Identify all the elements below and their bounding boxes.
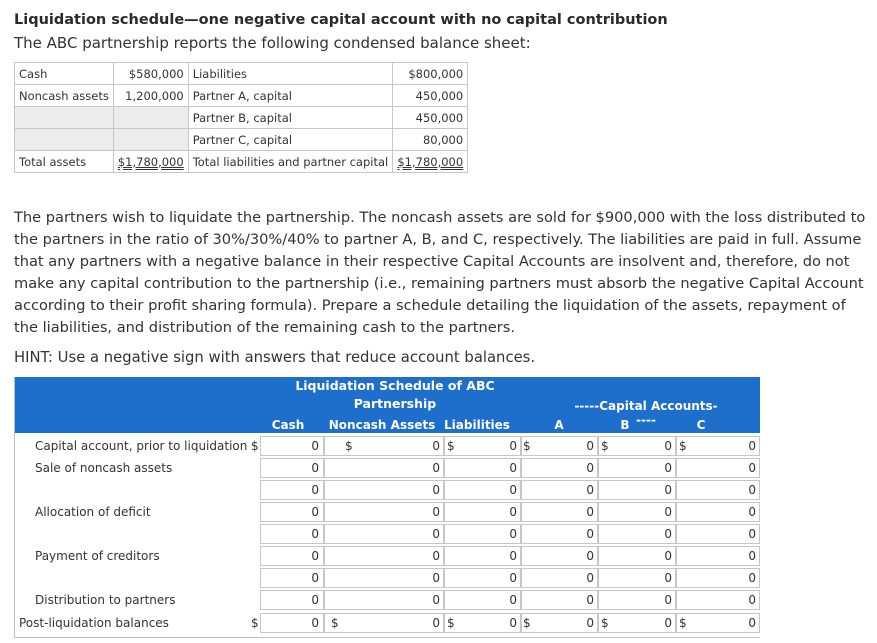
input-partner-a[interactable]: 0 bbox=[521, 480, 598, 500]
balance-sheet-row bbox=[15, 85, 468, 107]
balance-sheet-row bbox=[15, 107, 468, 129]
dollar-sign: $ bbox=[251, 616, 259, 630]
dollar-sign: $ bbox=[679, 439, 687, 453]
input-partner-c[interactable]: 0 bbox=[676, 480, 760, 500]
input-partner-b[interactable]: 0 bbox=[598, 524, 676, 544]
liquidation-schedule bbox=[14, 377, 760, 638]
balance-sheet-row bbox=[15, 129, 468, 151]
liability-value: $800,000 bbox=[393, 63, 468, 85]
input-partner-b[interactable]: 0 bbox=[598, 458, 676, 478]
problem-title: Liquidation schedule—one negative capital account with no capital contribution bbox=[14, 12, 668, 28]
column-header-partner-c: C bbox=[696, 418, 706, 432]
column-header-partner-b: B bbox=[620, 418, 630, 432]
balance-sheet-table bbox=[14, 62, 468, 173]
column-header-cash: Cash bbox=[271, 418, 305, 432]
row-label: Capital account, prior to liquidation bbox=[35, 439, 248, 453]
asset-value bbox=[113, 151, 188, 173]
dollar-sign: $ bbox=[523, 616, 531, 630]
total-liabilities-value: $1,780,000 bbox=[397, 154, 464, 169]
asset-label bbox=[15, 107, 114, 129]
asset-value bbox=[113, 107, 188, 129]
instructions-text: The partners wish to liquidate the partnership. The noncash assets are sold for $900,000 with the loss distributed to the partners in the ratio of 30%/30%/40% to partner A, B, and C, respectively. The liabilities are paid in full. Assume that any partners with a negative balance in their respective Capital Accounts are insolvent and, therefore, do not make any capital contribution to the partnership (i.e., remaining partners must absorb the negative Capital Account according to their profit sharing formula). Prepare a schedule detailing the liquidation of the assets, repayment of the liabilities, and distribution of the remaining cash to the partners. bbox=[14, 209, 866, 336]
input-partner-a[interactable]: 0 bbox=[521, 546, 598, 566]
asset-value bbox=[113, 129, 188, 151]
input-noncash-assets[interactable]: 0 bbox=[324, 524, 444, 544]
input-cash[interactable]: 0 bbox=[260, 613, 324, 633]
input-partner-c[interactable]: 0 bbox=[676, 436, 760, 456]
asset-value: $580,000 bbox=[113, 63, 188, 85]
capital-accounts-header: -----Capital Accounts----- bbox=[574, 399, 718, 427]
input-noncash-assets[interactable]: 0 bbox=[324, 568, 444, 588]
input-partner-b[interactable]: 0 bbox=[598, 568, 676, 588]
input-partner-a[interactable]: 0 bbox=[521, 502, 598, 522]
input-noncash-assets[interactable]: 0 bbox=[324, 436, 444, 456]
dollar-sign: $ bbox=[251, 439, 259, 453]
schedule-header bbox=[15, 377, 760, 433]
total-assets-value: $1,780,000 bbox=[117, 154, 184, 169]
input-liabilities[interactable]: 0 bbox=[444, 524, 521, 544]
input-partner-a[interactable]: 0 bbox=[521, 524, 598, 544]
hint-text: HINT: Use a negative sign with answers that reduce account balances. bbox=[14, 349, 536, 366]
row-label: Distribution to partners bbox=[35, 593, 176, 607]
input-cash[interactable]: 0 bbox=[260, 524, 324, 544]
liability-value: 450,000 bbox=[393, 107, 468, 129]
row-label: Sale of noncash assets bbox=[35, 461, 173, 475]
input-partner-a[interactable]: 0 bbox=[521, 568, 598, 588]
input-partner-a[interactable]: 0 bbox=[521, 436, 598, 456]
liability-value: 450,000 bbox=[393, 85, 468, 107]
input-liabilities[interactable]: 0 bbox=[444, 458, 521, 478]
input-cash[interactable]: 0 bbox=[260, 502, 324, 522]
input-partner-c[interactable]: 0 bbox=[676, 458, 760, 478]
input-liabilities[interactable]: 0 bbox=[444, 502, 521, 522]
input-partner-a[interactable]: 0 bbox=[521, 458, 598, 478]
liability-label: Liabilities bbox=[188, 63, 393, 85]
balance-sheet-row bbox=[15, 63, 468, 85]
dollar-sign: $ bbox=[601, 439, 609, 453]
input-cash[interactable]: 0 bbox=[260, 590, 324, 610]
dollar-sign: $ bbox=[331, 616, 339, 630]
input-cash[interactable]: 0 bbox=[260, 568, 324, 588]
dollar-sign: $ bbox=[523, 439, 531, 453]
input-liabilities[interactable]: 0 bbox=[444, 568, 521, 588]
asset-label: Total assets bbox=[15, 151, 114, 173]
input-partner-b[interactable]: 0 bbox=[598, 590, 676, 610]
input-noncash-assets[interactable]: 0 bbox=[324, 480, 444, 500]
liability-label: Partner A, capital bbox=[188, 85, 393, 107]
input-partner-c[interactable]: 0 bbox=[676, 568, 760, 588]
dollar-sign: $ bbox=[447, 616, 455, 630]
liability-value: 80,000 bbox=[393, 129, 468, 151]
input-partner-a[interactable]: 0 bbox=[521, 590, 598, 610]
liability-label: Partner C, capital bbox=[188, 129, 393, 151]
input-noncash-assets[interactable]: 0 bbox=[324, 458, 444, 478]
balance-sheet-row bbox=[15, 151, 468, 173]
asset-label bbox=[15, 129, 114, 151]
column-header-noncash-assets: Noncash Assets bbox=[328, 418, 436, 432]
input-partner-c[interactable]: 0 bbox=[676, 590, 760, 610]
input-partner-b[interactable]: 0 bbox=[598, 502, 676, 522]
input-liabilities[interactable]: 0 bbox=[444, 480, 521, 500]
asset-label: Cash bbox=[15, 63, 114, 85]
liability-label: Partner B, capital bbox=[188, 107, 393, 129]
column-header-partner-a: A bbox=[554, 418, 564, 432]
input-cash[interactable]: 0 bbox=[260, 480, 324, 500]
input-cash[interactable]: 0 bbox=[260, 436, 324, 456]
input-partner-b[interactable]: 0 bbox=[598, 613, 676, 633]
dollar-sign: $ bbox=[447, 439, 455, 453]
input-partner-c[interactable]: 0 bbox=[676, 524, 760, 544]
input-partner-b[interactable]: 0 bbox=[598, 436, 676, 456]
row-label: Allocation of deficit bbox=[35, 505, 151, 519]
input-liabilities[interactable]: 0 bbox=[444, 546, 521, 566]
liability-label: Total liabilities and partner capital bbox=[188, 151, 393, 173]
input-noncash-assets[interactable]: 0 bbox=[324, 546, 444, 566]
asset-label: Noncash assets bbox=[15, 85, 114, 107]
input-partner-c[interactable]: 0 bbox=[676, 546, 760, 566]
input-liabilities[interactable]: 0 bbox=[444, 613, 521, 633]
input-partner-a[interactable]: 0 bbox=[521, 613, 598, 633]
dollar-sign: $ bbox=[345, 439, 353, 453]
column-header-liabilities: Liabilities bbox=[444, 418, 510, 432]
row-label: Post-liquidation balances bbox=[19, 616, 169, 630]
row-label: Payment of creditors bbox=[35, 549, 160, 563]
input-partner-c[interactable]: 0 bbox=[676, 502, 760, 522]
input-partner-b[interactable]: 0 bbox=[598, 546, 676, 566]
input-noncash-assets[interactable]: 0 bbox=[324, 590, 444, 610]
input-cash[interactable]: 0 bbox=[260, 546, 324, 566]
input-cash[interactable]: 0 bbox=[260, 458, 324, 478]
asset-value: 1,200,000 bbox=[113, 85, 188, 107]
dollar-sign: $ bbox=[679, 616, 687, 630]
input-noncash-assets[interactable]: 0 bbox=[324, 613, 444, 633]
input-partner-c[interactable]: 0 bbox=[676, 613, 760, 633]
problem-subtitle: The ABC partnership reports the following condensed balance sheet: bbox=[14, 34, 531, 52]
dollar-sign: $ bbox=[601, 616, 609, 630]
input-noncash-assets[interactable]: 0 bbox=[324, 502, 444, 522]
input-liabilities[interactable]: 0 bbox=[444, 436, 521, 456]
input-partner-b[interactable]: 0 bbox=[598, 480, 676, 500]
liability-value bbox=[393, 151, 468, 173]
schedule-title: Liquidation Schedule of ABC Partnership bbox=[295, 378, 495, 411]
input-liabilities[interactable]: 0 bbox=[444, 590, 521, 610]
